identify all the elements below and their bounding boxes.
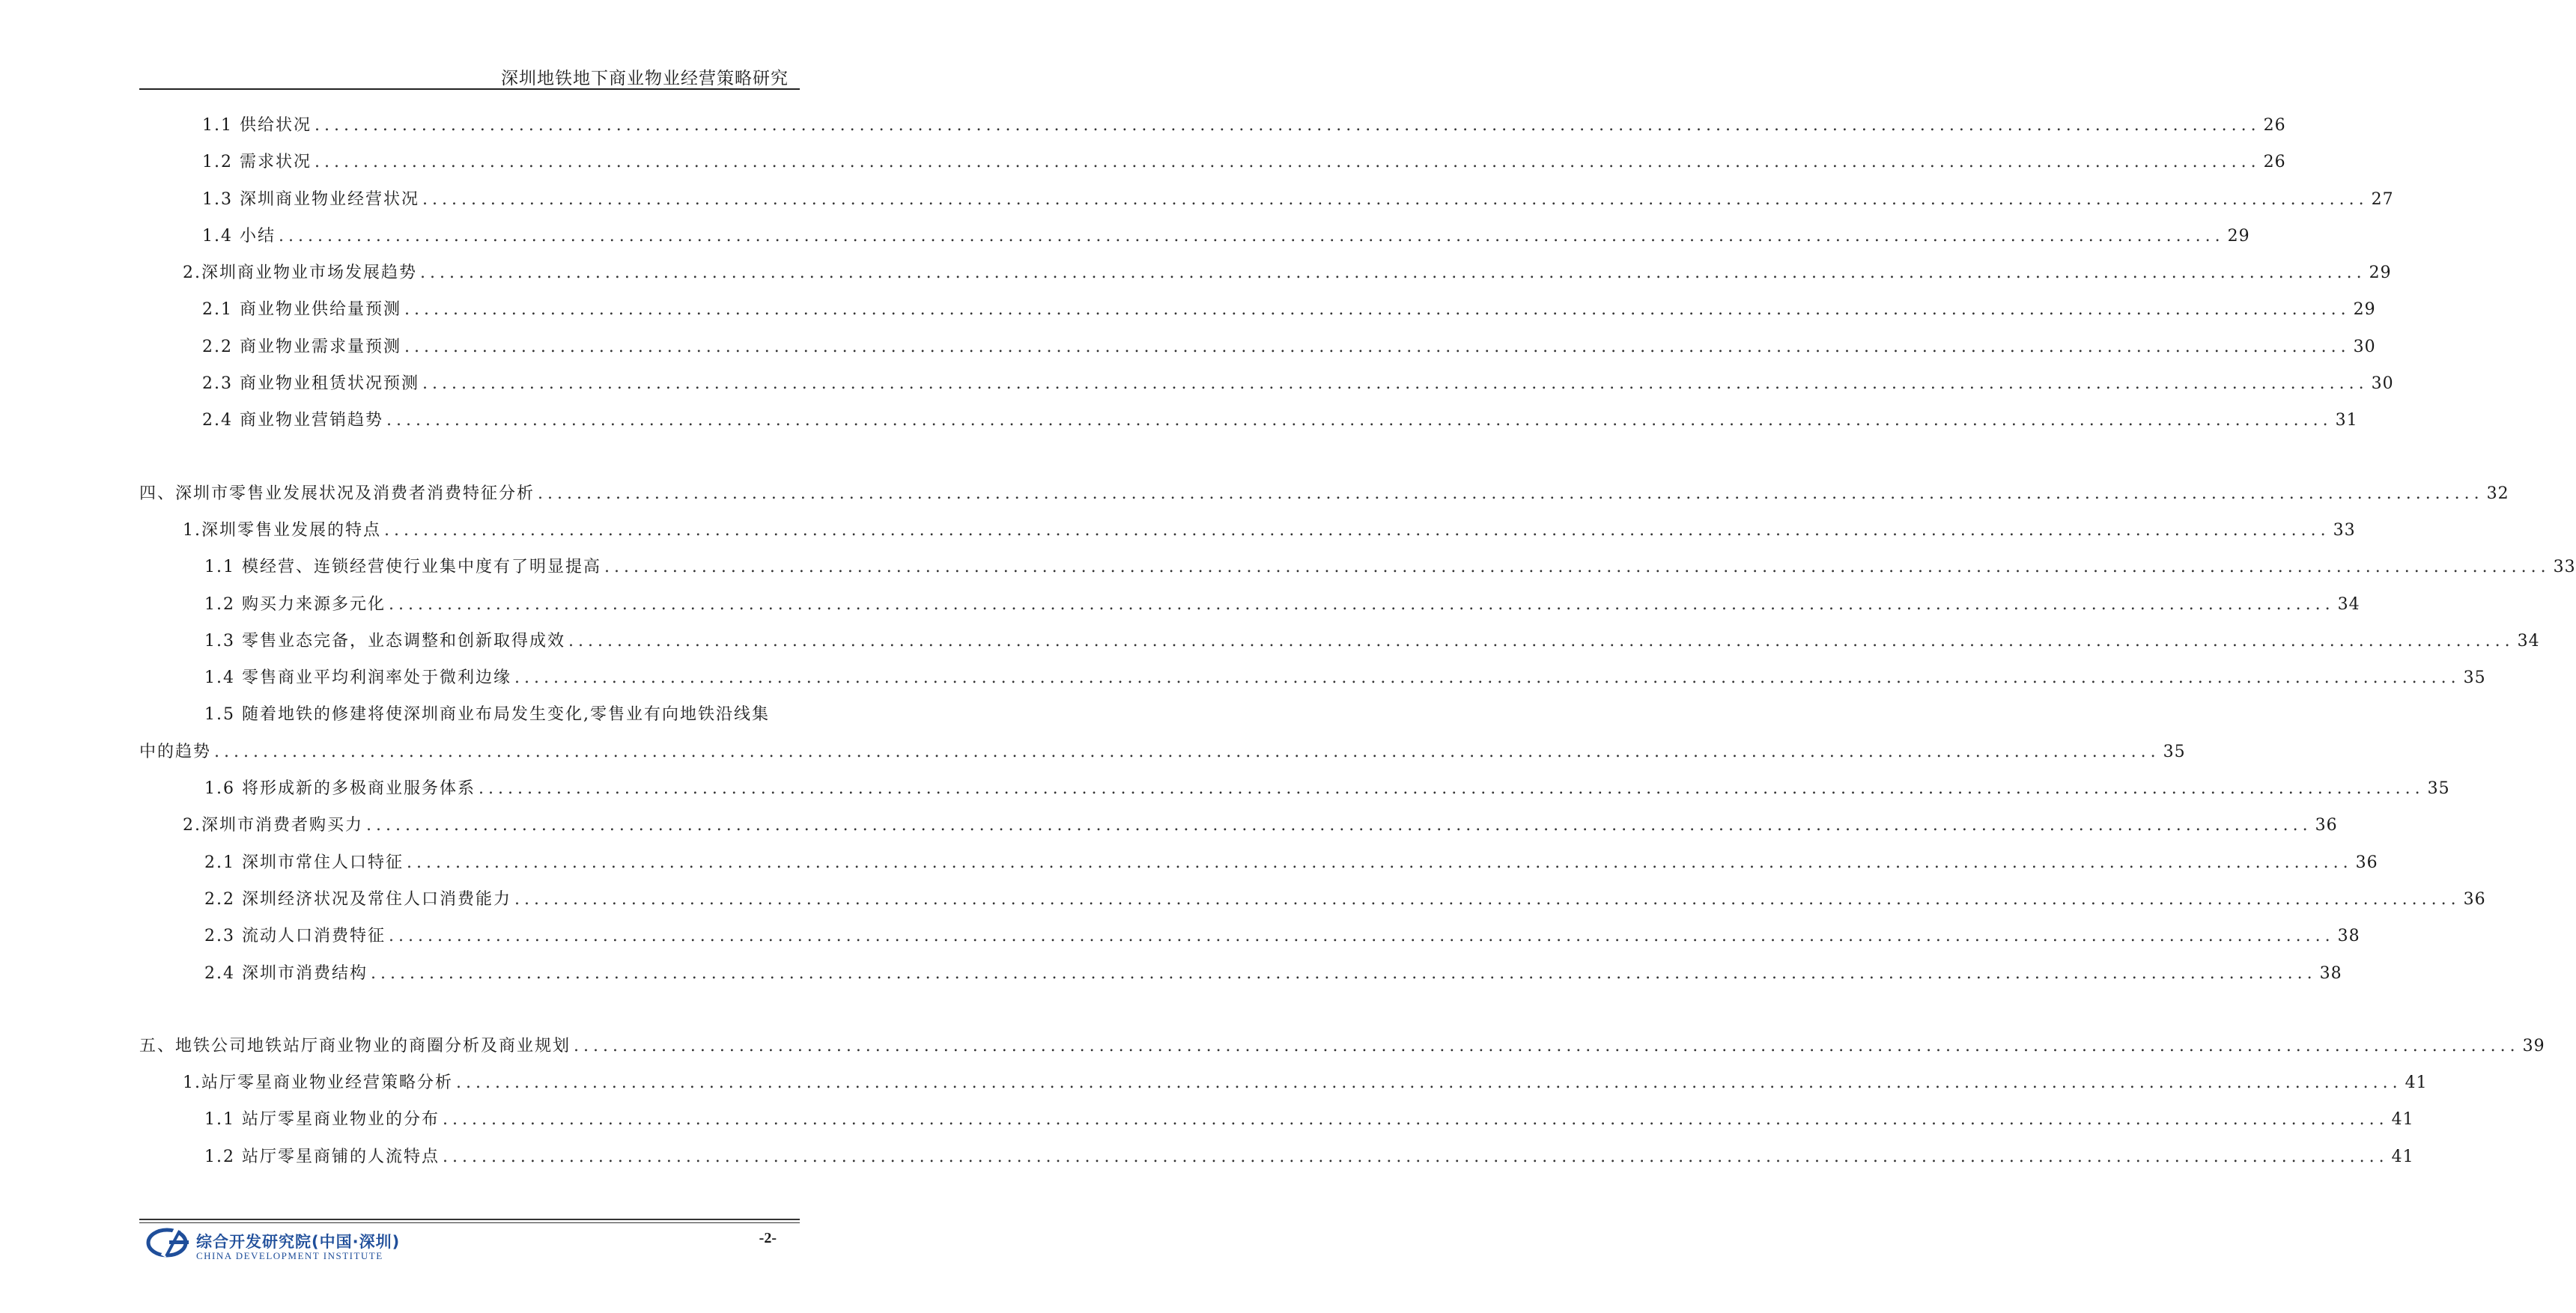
toc-entry[interactable] [139, 923, 2360, 960]
toc-entry[interactable] [139, 371, 2394, 407]
toc-entry-page: 35 [2163, 742, 2186, 761]
toc-entry-page: 36 [2463, 889, 2486, 909]
section-gap [139, 445, 795, 481]
toc-entry-label: 1.2 需求状况 [202, 153, 312, 172]
toc-entry-label: 2.4 深圳市消费结构 [204, 963, 368, 983]
toc-entry[interactable] [139, 149, 2286, 186]
toc-entry-label: 2.4 商业物业营销趋势 [202, 411, 383, 430]
toc-entry[interactable] [139, 554, 2576, 591]
toc-entry-page: 34 [2337, 594, 2360, 614]
toc-leader-dots: ........................................................................................................................................................................................................ [538, 484, 2484, 503]
header-title: 深圳地铁地下商业物业经营策略研究 [501, 69, 789, 88]
toc-entry-label: 1.1 供给状况 [202, 116, 312, 135]
section-gap [139, 997, 795, 1033]
toc-entry[interactable] [139, 1070, 2428, 1106]
toc-leader-dots: ........................................................................................................................................................................................................ [514, 889, 2461, 909]
toc-leader-dots: ........................................................................................................................................................................................................ [366, 816, 2312, 835]
toc-entry-page: 26 [2263, 153, 2286, 172]
toc-entry-page: 33 [2333, 520, 2356, 540]
toc-entry-page: 41 [2391, 1147, 2414, 1166]
toc-leader-dots: ........................................................................................................................................................................................................ [604, 558, 2551, 577]
toc-entry[interactable] [139, 591, 2360, 628]
toc-entry-page: 35 [2463, 668, 2486, 688]
toc-entry-page: 36 [2315, 816, 2338, 835]
toc-leader-dots: ........................................................................................................................................................................................................ [404, 300, 2351, 320]
toc-leader-dots: ........................................................................................................................................................................................................ [574, 1036, 2520, 1055]
toc-entry-label: 五、地铁公司地铁站厅商业物业的商圈分析及商业规划 [139, 1036, 571, 1055]
toc-entry-page: 38 [2337, 927, 2360, 946]
toc-entry[interactable] [139, 186, 2394, 223]
toc-entry-label: 2.1 商业物业供给量预测 [202, 300, 401, 320]
page-number: -2- [759, 1230, 777, 1246]
toc-entry-label: 1.3 零售业态完备，业态调整和创新取得成效 [204, 631, 565, 651]
toc-entry-label: 2.2 深圳经济状况及常住人口消费能力 [204, 889, 511, 909]
toc-leader-dots: ........................................................................................................................................................................................................ [404, 337, 2351, 356]
toc-entry-label: 四、深圳市零售业发展状况及消费者消费特征分析 [139, 484, 535, 503]
toc-entry-label: 1.3 深圳商业物业经营状况 [202, 189, 419, 209]
toc-entry-label: 1.4 零售商业平均利润率处于微利边缘 [204, 668, 511, 688]
toc-entry-label: 中的趋势 [139, 742, 212, 761]
toc-entry[interactable] [139, 517, 2356, 554]
toc-entry-page: 30 [2371, 374, 2394, 394]
toc-leader-dots: ........................................................................................................................................................................................................ [442, 1147, 2389, 1166]
toc-entry-label: 1.站厅零星商业物业经营策略分析 [183, 1073, 453, 1093]
toc-entry-page: 35 [2427, 779, 2450, 799]
toc-leader-dots: ........................................................................................................................................................................................................ [456, 1073, 2402, 1093]
toc-entry-label: 2.2 商业物业需求量预测 [202, 337, 401, 356]
toc-entry-page: 36 [2355, 853, 2378, 872]
toc-entry-page: 29 [2369, 263, 2392, 283]
table-of-contents [139, 112, 2576, 1181]
toc-entry-page: 33 [2553, 558, 2576, 577]
toc-leader-dots: ........................................................................................................................................................................................................ [514, 668, 2461, 688]
toc-entry-label: 2.3 商业物业租赁状况预测 [202, 374, 419, 394]
toc-leader-dots: ........................................................................................................................................................................................................ [442, 1110, 2389, 1130]
toc-entry[interactable] [139, 260, 2392, 296]
toc-entry[interactable] [139, 776, 2450, 812]
toc-entry-label: 1.2 站厅零星商铺的人流特点 [204, 1147, 440, 1166]
institute-name-cn: 综合开发研究院(中国·深圳) [196, 1233, 401, 1251]
toc-entry-page: 27 [2371, 189, 2394, 209]
toc-leader-dots: ........................................................................................................................................................................................................ [422, 189, 2369, 209]
toc-leader-dots: ........................................................................................................................................................................................................ [386, 411, 2333, 430]
toc-chapter-entry[interactable] [139, 1033, 2545, 1070]
toc-entry-page: 34 [2517, 631, 2540, 651]
toc-entry-page: 29 [2227, 226, 2250, 246]
toc-entry[interactable] [139, 1106, 2414, 1143]
toc-entry-page: 30 [2353, 337, 2376, 356]
toc-entry-wrapped-line[interactable]: 1.5 随着地铁的修建将使深圳商业布局发生变化,零售业有向地铁沿线集 [204, 705, 770, 725]
header-rule [139, 88, 800, 90]
toc-entry-label: 1.1 站厅零星商业物业的分布 [204, 1110, 440, 1130]
toc-entry-page: 32 [2486, 484, 2509, 503]
toc-entry-label: 2.1 深圳市常住人口特征 [204, 853, 404, 872]
toc-entry[interactable] [139, 296, 2376, 333]
toc-entry[interactable] [139, 407, 2358, 444]
toc-entry[interactable] [139, 960, 2342, 997]
toc-leader-dots: ........................................................................................................................................................................................................ [406, 853, 2353, 872]
toc-entry-page: 41 [2405, 1073, 2428, 1093]
toc-entry[interactable] [139, 334, 2376, 371]
toc-entry-page: 29 [2353, 300, 2376, 320]
toc-entry[interactable] [139, 1144, 2414, 1181]
toc-entry-label: 2.深圳市消费者购买力 [183, 816, 363, 835]
toc-entry-page: 26 [2263, 116, 2286, 135]
toc-entry[interactable] [139, 850, 2378, 886]
toc-leader-dots: ........................................................................................................................................................................................................ [278, 226, 2225, 246]
toc-leader-dots: ........................................................................................................................................................................................................ [214, 742, 2160, 761]
footer-rule-thin [139, 1222, 800, 1223]
toc-leader-dots: ........................................................................................................................................................................................................ [384, 520, 2330, 540]
toc-leader-dots: ........................................................................................................................................................................................................ [388, 927, 2335, 946]
footer-rule [139, 1219, 800, 1220]
toc-entry-label: 1.1 模经营、连锁经营使行业集中度有了明显提高 [204, 558, 601, 577]
toc-entry-page: 31 [2335, 411, 2358, 430]
toc-leader-dots: ........................................................................................................................................................................................................ [420, 263, 2366, 283]
institute-name-en: CHINA DEVELOPMENT INSTITUTE [196, 1250, 383, 1261]
toc-leader-dots: ........................................................................................................................................................................................................ [478, 779, 2425, 799]
toc-entry-label: 1.4 小结 [202, 226, 276, 246]
toc-entry[interactable] [139, 886, 2486, 923]
toc-entry[interactable] [139, 112, 2286, 149]
toc-leader-dots: ........................................................................................................................................................................................................ [568, 631, 2515, 651]
toc-leader-dots: ........................................................................................................................................................................................................ [314, 153, 2261, 172]
toc-entry[interactable] [139, 223, 2250, 260]
toc-entry-label: 2.深圳商业物业市场发展趋势 [183, 263, 417, 283]
toc-leader-dots: ........................................................................................................................................................................................................ [388, 594, 2335, 614]
toc-entry-label: 1.深圳零售业发展的特点 [183, 520, 381, 540]
toc-entry[interactable] [139, 739, 2186, 776]
toc-entry-page: 38 [2319, 963, 2342, 983]
toc-entry-label: 1.2 购买力来源多元化 [204, 594, 386, 614]
toc-entry[interactable] [139, 628, 2540, 665]
toc-leader-dots: ........................................................................................................................................................................................................ [370, 963, 2317, 983]
toc-entry-label: 1.6 将形成新的多极商业服务体系 [204, 779, 476, 799]
toc-entry[interactable] [139, 665, 2486, 701]
toc-entry-label: 2.3 流动人口消费特征 [204, 927, 386, 946]
toc-chapter-entry[interactable] [139, 481, 2509, 517]
toc-entry-page: 41 [2391, 1110, 2414, 1130]
toc-entry-page: 39 [2522, 1036, 2545, 1055]
toc-leader-dots: ........................................................................................................................................................................................................ [314, 116, 2261, 135]
toc-entry[interactable] [139, 812, 2338, 849]
institute-logo-icon [147, 1228, 190, 1258]
toc-leader-dots: ........................................................................................................................................................................................................ [422, 374, 2369, 394]
